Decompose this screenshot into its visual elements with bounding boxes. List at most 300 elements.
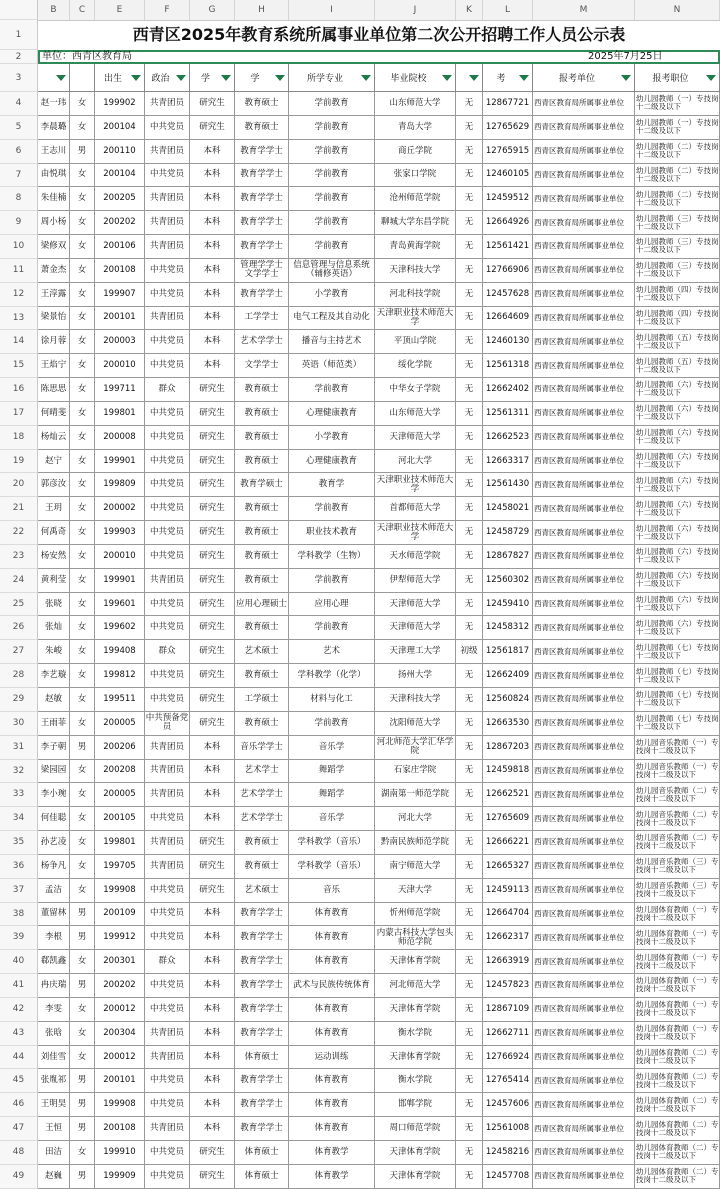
table-cell[interactable] [70,688,95,712]
table-cell[interactable] [635,330,720,354]
table-cell[interactable] [190,831,235,855]
table-cell[interactable] [235,211,289,235]
table-cell[interactable] [456,760,483,784]
table-cell[interactable] [70,569,95,593]
table-cell[interactable] [145,1141,190,1165]
table-cell[interactable] [375,378,456,402]
table-cell[interactable] [190,1141,235,1165]
table-cell[interactable] [456,664,483,688]
table-cell[interactable] [375,1069,456,1093]
table-cell[interactable] [635,1022,720,1046]
table-cell[interactable] [635,354,720,378]
table-cell[interactable] [483,593,533,617]
table-cell[interactable] [145,259,190,283]
table-cell[interactable] [145,1046,190,1070]
table-cell[interactable] [235,426,289,450]
row-number[interactable]: 49 [0,1165,38,1189]
table-cell[interactable] [95,712,145,736]
table-cell[interactable] [190,92,235,116]
table-cell[interactable] [70,640,95,664]
table-cell[interactable] [289,402,375,426]
table-cell[interactable] [533,450,635,474]
table-cell[interactable] [70,140,95,164]
table-cell[interactable] [190,259,235,283]
table-cell[interactable] [38,378,70,402]
table-cell[interactable] [235,140,289,164]
table-cell[interactable] [235,593,289,617]
table-cell[interactable] [483,426,533,450]
table-cell[interactable] [456,378,483,402]
table-cell[interactable] [533,211,635,235]
filter-dropdown-icon[interactable] [519,75,529,81]
table-cell[interactable] [70,1069,95,1093]
table-cell[interactable] [635,783,720,807]
row-number[interactable]: 31 [0,736,38,760]
table-cell[interactable] [38,497,70,521]
row-number[interactable]: 39 [0,926,38,950]
table-cell[interactable] [635,950,720,974]
table-cell[interactable] [145,926,190,950]
table-cell[interactable] [70,259,95,283]
table-cell[interactable] [456,164,483,188]
table-cell[interactable] [235,259,289,283]
table-cell[interactable] [456,950,483,974]
table-cell[interactable] [145,736,190,760]
row-number[interactable]: 19 [0,450,38,474]
table-cell[interactable] [533,1022,635,1046]
table-cell[interactable] [38,116,70,140]
table-cell[interactable] [289,116,375,140]
table-cell[interactable] [190,307,235,331]
table-cell[interactable] [235,616,289,640]
row-number[interactable]: 14 [0,330,38,354]
table-cell[interactable] [190,164,235,188]
table-cell[interactable] [95,450,145,474]
table-cell[interactable] [533,664,635,688]
table-cell[interactable] [235,926,289,950]
table-cell[interactable] [235,283,289,307]
table-cell[interactable] [533,831,635,855]
table-cell[interactable] [235,664,289,688]
table-cell[interactable] [533,688,635,712]
table-cell[interactable] [70,378,95,402]
table-cell[interactable] [70,473,95,497]
table-cell[interactable] [70,1022,95,1046]
table-cell[interactable] [190,1117,235,1141]
row-number[interactable]: 20 [0,473,38,497]
table-cell[interactable] [289,760,375,784]
table-cell[interactable] [145,593,190,617]
table-cell[interactable] [145,426,190,450]
table-cell[interactable] [533,116,635,140]
table-cell[interactable] [190,187,235,211]
table-cell[interactable] [38,1046,70,1070]
table-cell[interactable] [235,879,289,903]
table-cell[interactable] [375,521,456,545]
table-cell[interactable] [289,998,375,1022]
table-cell[interactable] [70,712,95,736]
table-cell[interactable] [289,903,375,927]
table-cell[interactable] [456,211,483,235]
table-cell[interactable] [38,426,70,450]
table-cell[interactable] [190,1093,235,1117]
table-cell[interactable] [235,1165,289,1189]
table-cell[interactable] [483,330,533,354]
table-cell[interactable] [235,712,289,736]
row-number[interactable]: 48 [0,1141,38,1165]
table-cell[interactable] [483,545,533,569]
column-letter[interactable]: B [38,0,70,20]
table-cell[interactable] [70,521,95,545]
table-cell[interactable] [289,712,375,736]
table-cell[interactable] [190,473,235,497]
table-cell[interactable] [483,1022,533,1046]
table-cell[interactable] [533,1165,635,1189]
table-cell[interactable] [375,450,456,474]
table-cell[interactable] [190,116,235,140]
table-cell[interactable] [38,1069,70,1093]
table-cell[interactable] [456,473,483,497]
table-cell[interactable] [456,497,483,521]
table-cell[interactable] [375,283,456,307]
row-number[interactable]: 12 [0,283,38,307]
table-cell[interactable] [145,1022,190,1046]
table-cell[interactable] [145,1093,190,1117]
table-cell[interactable] [38,879,70,903]
table-cell[interactable] [635,473,720,497]
table-cell[interactable] [38,855,70,879]
table-cell[interactable] [235,235,289,259]
table-cell[interactable] [190,1046,235,1070]
table-cell[interactable] [483,450,533,474]
table-cell[interactable] [190,593,235,617]
table-cell[interactable] [533,903,635,927]
table-cell[interactable] [95,307,145,331]
table-cell[interactable] [95,736,145,760]
table-cell[interactable] [38,688,70,712]
table-cell[interactable] [289,307,375,331]
table-cell[interactable] [635,545,720,569]
row-number[interactable]: 46 [0,1093,38,1117]
table-cell[interactable] [375,211,456,235]
table-cell[interactable] [289,569,375,593]
table-cell[interactable] [235,497,289,521]
table-cell[interactable] [635,140,720,164]
table-cell[interactable] [38,569,70,593]
table-cell[interactable] [145,497,190,521]
table-cell[interactable] [289,831,375,855]
table-cell[interactable] [235,116,289,140]
table-cell[interactable] [38,283,70,307]
table-cell[interactable] [375,974,456,998]
table-cell[interactable] [38,783,70,807]
table-cell[interactable] [289,783,375,807]
table-cell[interactable] [70,164,95,188]
table-cell[interactable] [190,616,235,640]
table-cell[interactable] [190,903,235,927]
table-cell[interactable] [38,1093,70,1117]
table-cell[interactable] [95,926,145,950]
column-letter[interactable]: F [145,0,190,20]
table-cell[interactable] [456,1069,483,1093]
table-cell[interactable] [145,211,190,235]
table-cell[interactable] [190,760,235,784]
table-cell[interactable] [190,688,235,712]
table-cell[interactable] [375,903,456,927]
table-cell[interactable] [635,640,720,664]
table-cell[interactable] [533,426,635,450]
table-cell[interactable] [635,1046,720,1070]
table-cell[interactable] [145,235,190,259]
table-cell[interactable] [375,307,456,331]
table-cell[interactable] [38,354,70,378]
row-number[interactable]: 41 [0,974,38,998]
table-cell[interactable] [190,783,235,807]
table-cell[interactable] [38,926,70,950]
table-cell[interactable] [456,807,483,831]
table-cell[interactable] [635,450,720,474]
table-cell[interactable] [375,998,456,1022]
table-cell[interactable] [190,426,235,450]
table-cell[interactable] [635,402,720,426]
table-cell[interactable] [190,140,235,164]
table-cell[interactable] [145,1117,190,1141]
table-cell[interactable] [483,688,533,712]
table-cell[interactable] [95,831,145,855]
table-cell[interactable] [483,259,533,283]
table-cell[interactable] [190,1069,235,1093]
table-cell[interactable] [95,235,145,259]
column-letter[interactable]: C [70,0,95,20]
table-cell[interactable] [95,330,145,354]
table-cell[interactable] [38,92,70,116]
table-cell[interactable] [289,688,375,712]
table-cell[interactable] [289,211,375,235]
table-cell[interactable] [375,259,456,283]
table-cell[interactable] [483,1117,533,1141]
table-cell[interactable] [375,1022,456,1046]
table-cell[interactable] [38,521,70,545]
table-cell[interactable] [483,92,533,116]
table-cell[interactable] [375,926,456,950]
table-cell[interactable] [635,521,720,545]
table-cell[interactable] [190,855,235,879]
table-cell[interactable] [533,307,635,331]
table-cell[interactable] [483,164,533,188]
table-cell[interactable] [635,831,720,855]
table-cell[interactable] [483,497,533,521]
row-number[interactable]: 7 [0,164,38,188]
table-cell[interactable] [635,1069,720,1093]
table-cell[interactable] [235,1022,289,1046]
table-cell[interactable] [635,664,720,688]
table-cell[interactable] [145,688,190,712]
table-cell[interactable] [70,879,95,903]
table-cell[interactable] [235,736,289,760]
table-cell[interactable] [235,473,289,497]
table-cell[interactable] [95,545,145,569]
table-cell[interactable] [145,712,190,736]
row-number[interactable]: 43 [0,1022,38,1046]
table-cell[interactable] [483,783,533,807]
table-cell[interactable] [70,783,95,807]
table-cell[interactable] [533,545,635,569]
column-letter[interactable]: E [95,0,145,20]
table-cell[interactable] [375,1046,456,1070]
table-cell[interactable] [95,92,145,116]
table-cell[interactable] [70,354,95,378]
table-cell[interactable] [95,974,145,998]
table-cell[interactable] [456,235,483,259]
table-cell[interactable] [533,1117,635,1141]
table-cell[interactable] [289,855,375,879]
table-cell[interactable] [190,378,235,402]
table-cell[interactable] [235,378,289,402]
table-cell[interactable] [289,140,375,164]
table-cell[interactable] [483,569,533,593]
filter-dropdown-icon[interactable] [131,75,141,81]
table-cell[interactable] [456,879,483,903]
table-cell[interactable] [533,259,635,283]
table-cell[interactable] [289,283,375,307]
table-cell[interactable] [289,1117,375,1141]
table-cell[interactable] [289,354,375,378]
table-cell[interactable] [145,569,190,593]
table-cell[interactable] [483,116,533,140]
table-cell[interactable] [95,688,145,712]
table-cell[interactable] [375,783,456,807]
table-cell[interactable] [483,140,533,164]
table-cell[interactable] [145,283,190,307]
table-cell[interactable] [190,330,235,354]
table-cell[interactable] [145,164,190,188]
table-cell[interactable] [190,1022,235,1046]
table-cell[interactable] [533,140,635,164]
filter-dropdown-icon[interactable] [442,75,452,81]
table-cell[interactable] [533,187,635,211]
table-cell[interactable] [375,116,456,140]
table-cell[interactable] [289,473,375,497]
row-number[interactable]: 47 [0,1117,38,1141]
table-cell[interactable] [145,998,190,1022]
table-cell[interactable] [38,831,70,855]
column-letter[interactable]: H [235,0,289,20]
filter-dropdown-icon[interactable] [469,75,479,81]
table-cell[interactable] [95,1046,145,1070]
table-cell[interactable] [289,593,375,617]
table-cell[interactable] [456,259,483,283]
table-cell[interactable] [375,497,456,521]
table-cell[interactable] [456,1117,483,1141]
table-cell[interactable] [456,92,483,116]
table-cell[interactable] [70,426,95,450]
table-cell[interactable] [456,640,483,664]
table-cell[interactable] [483,521,533,545]
table-cell[interactable] [456,712,483,736]
table-cell[interactable] [38,998,70,1022]
row-number[interactable]: 24 [0,569,38,593]
table-cell[interactable] [38,593,70,617]
table-cell[interactable] [456,855,483,879]
table-cell[interactable] [483,807,533,831]
table-cell[interactable] [190,283,235,307]
table-cell[interactable] [235,807,289,831]
table-cell[interactable] [145,473,190,497]
table-cell[interactable] [483,926,533,950]
table-cell[interactable] [533,783,635,807]
table-cell[interactable] [456,1141,483,1165]
table-cell[interactable] [70,616,95,640]
table-cell[interactable] [95,140,145,164]
table-cell[interactable] [483,616,533,640]
table-cell[interactable] [533,330,635,354]
table-cell[interactable] [70,903,95,927]
table-cell[interactable] [190,998,235,1022]
table-cell[interactable] [635,92,720,116]
table-cell[interactable] [38,616,70,640]
table-cell[interactable] [456,1165,483,1189]
table-cell[interactable] [190,450,235,474]
table-cell[interactable] [95,807,145,831]
table-cell[interactable] [235,1093,289,1117]
table-cell[interactable] [145,616,190,640]
table-cell[interactable] [235,903,289,927]
column-letter[interactable]: L [483,0,533,20]
table-cell[interactable] [235,330,289,354]
table-cell[interactable] [533,1046,635,1070]
table-cell[interactable] [533,92,635,116]
row-number[interactable]: 32 [0,760,38,784]
filter-dropdown-icon[interactable] [176,75,186,81]
table-cell[interactable] [38,664,70,688]
table-cell[interactable] [235,688,289,712]
row-number[interactable]: 6 [0,140,38,164]
table-cell[interactable] [375,473,456,497]
table-cell[interactable] [70,831,95,855]
table-cell[interactable] [375,187,456,211]
table-cell[interactable] [38,402,70,426]
table-cell[interactable] [145,903,190,927]
table-cell[interactable] [483,950,533,974]
table-cell[interactable] [38,1117,70,1141]
table-cell[interactable] [70,664,95,688]
table-cell[interactable] [70,760,95,784]
table-cell[interactable] [235,354,289,378]
table-cell[interactable] [456,1022,483,1046]
row-number[interactable]: 26 [0,616,38,640]
table-cell[interactable] [38,330,70,354]
table-cell[interactable] [235,855,289,879]
table-cell[interactable] [289,92,375,116]
row-number[interactable]: 21 [0,497,38,521]
table-cell[interactable] [235,1141,289,1165]
filter-dropdown-icon[interactable] [221,75,231,81]
table-cell[interactable] [235,1069,289,1093]
table-cell[interactable] [635,616,720,640]
table-cell[interactable] [635,1093,720,1117]
table-cell[interactable] [483,712,533,736]
table-cell[interactable] [38,164,70,188]
table-cell[interactable] [235,831,289,855]
table-cell[interactable] [95,664,145,688]
table-cell[interactable] [289,926,375,950]
table-cell[interactable] [533,1141,635,1165]
table-cell[interactable] [533,521,635,545]
table-cell[interactable] [70,1093,95,1117]
table-cell[interactable] [190,974,235,998]
table-cell[interactable] [456,354,483,378]
table-cell[interactable] [483,402,533,426]
